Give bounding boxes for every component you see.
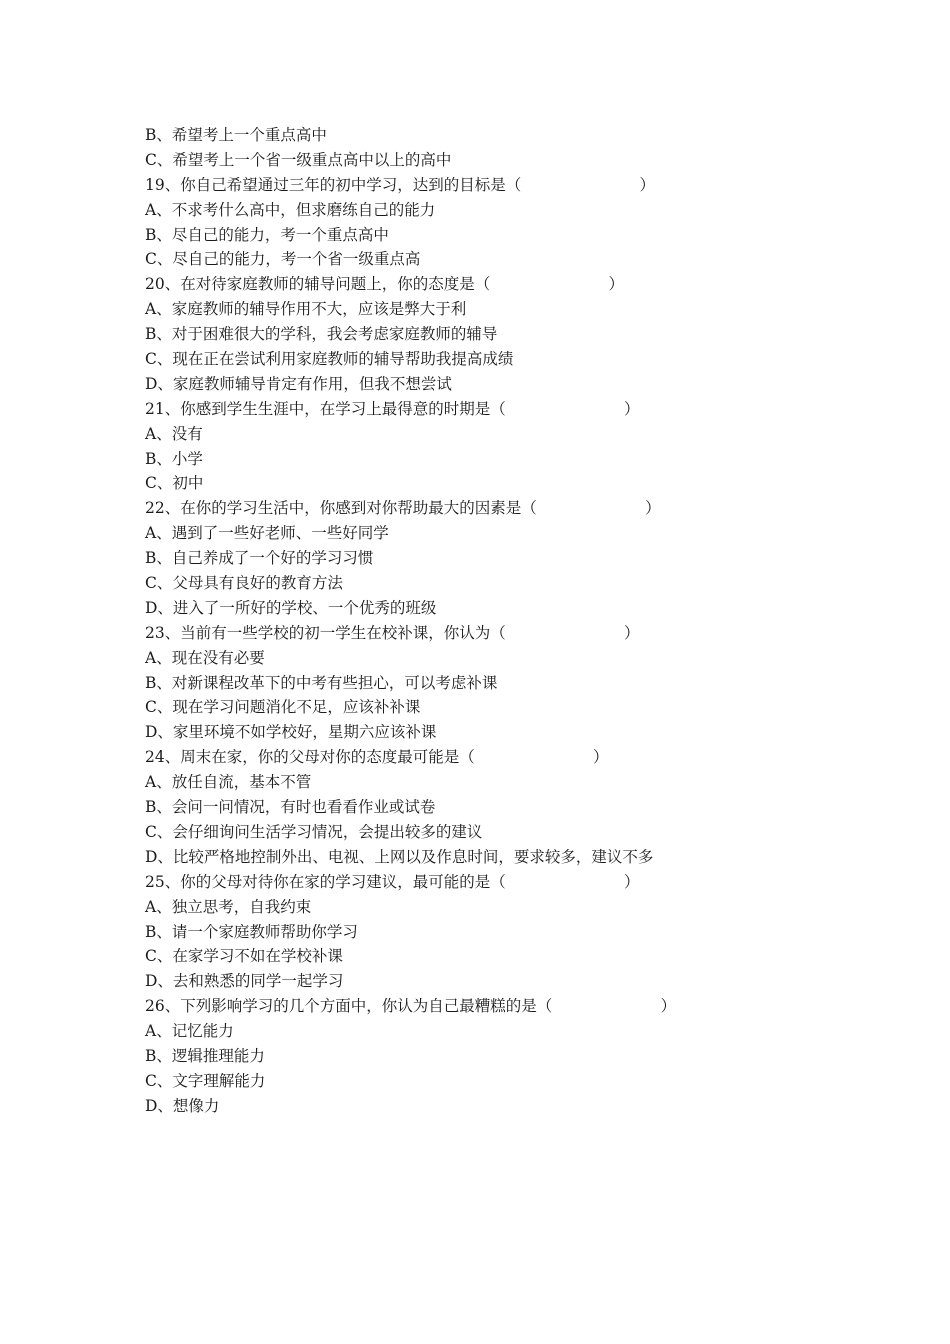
- text-line: B、自己养成了一个好的学习习惯: [145, 549, 374, 568]
- text-line: C、现在学习问题消化不足，应该补补课: [145, 698, 421, 717]
- text-line: C、现在正在尝试利用家庭教师的辅导帮助我提高成绩: [145, 350, 514, 369]
- text-line: A、记忆能力: [145, 1022, 234, 1041]
- text-line: C、初中: [145, 474, 204, 493]
- text-line: A、没有: [145, 424, 203, 443]
- text-line: A、现在没有必要: [145, 648, 265, 667]
- text-line: B、会问一问情况，有时也看看作业或试卷: [145, 798, 436, 817]
- text-line: D、去和熟悉的同学一起学习: [145, 972, 344, 991]
- text-line: C、希望考上一个省一级重点高中以上的高中: [145, 150, 452, 169]
- text-line: B、请一个家庭教师帮助你学习: [145, 922, 358, 941]
- text-line: 23、当前有一些学校的初一学生在校补课，你认为（ ）: [145, 623, 640, 642]
- text-line: A、放任自流，基本不管: [145, 773, 312, 792]
- text-line: D、比较严格地控制外出、电视、上网以及作息时间，要求较多，建议不多: [145, 847, 654, 866]
- text-line: C、会仔细询问生活学习情况，会提出较多的建议: [145, 822, 483, 841]
- text-line: A、家庭教师的辅导作用不大，应该是弊大于利: [145, 300, 467, 319]
- text-line: 22、在你的学习生活中，你感到对你帮助最大的因素是（ ）: [145, 499, 661, 518]
- text-line: 19、你自己希望通过三年的初中学习，达到的目标是（ ）: [145, 175, 655, 194]
- text-line: B、希望考上一个重点高中: [145, 126, 327, 144]
- document-body: [145, 123, 845, 1119]
- text-line: 21、你感到学生生涯中，在学习上最得意的时期是（ ）: [145, 399, 640, 418]
- text-line: B、对新课程改革下的中考有些担心，可以考虑补课: [145, 673, 498, 692]
- text-line: C、文字理解能力: [145, 1071, 266, 1090]
- text-line: 20、在对待家庭教师的辅导问题上，你的态度是（ ）: [145, 275, 624, 294]
- text-line: 24、周末在家，你的父母对你的态度最可能是（ ）: [145, 748, 609, 767]
- text-line: 25、你的父母对待你在家的学习建议，最可能的是（ ）: [145, 872, 640, 891]
- text-line: D、家庭教师辅导肯定有作用，但我不想尝试: [145, 374, 452, 393]
- text-line: B、对于困难很大的学科，我会考虑家庭教师的辅导: [145, 325, 498, 344]
- text-line: B、逻辑推理能力: [145, 1046, 265, 1065]
- text-line: C、父母具有良好的教育方法: [145, 574, 343, 593]
- text-line: 26、下列影响学习的几个方面中，你认为自己最糟糕的是（ ）: [145, 997, 677, 1016]
- text-line: D、想像力: [145, 1096, 220, 1115]
- text-line: B、小学: [145, 449, 203, 468]
- text-line: B、尽自己的能力，考一个重点高中: [145, 225, 389, 244]
- text-line: C、尽自己的能力，考一个省一级重点高: [145, 250, 421, 269]
- text-line: A、遇到了一些好老师、一些好同学: [145, 524, 389, 543]
- text-line: D、进入了一所好的学校、一个优秀的班级: [145, 598, 437, 617]
- text-line: C、在家学习不如在学校补课: [145, 947, 343, 966]
- text-line: D、家里环境不如学校好，星期六应该补课: [145, 723, 437, 742]
- text-line: A、不求考什么高中，但求磨练自己的能力: [145, 200, 436, 219]
- text-line: A、独立思考，自我约束: [145, 897, 312, 916]
